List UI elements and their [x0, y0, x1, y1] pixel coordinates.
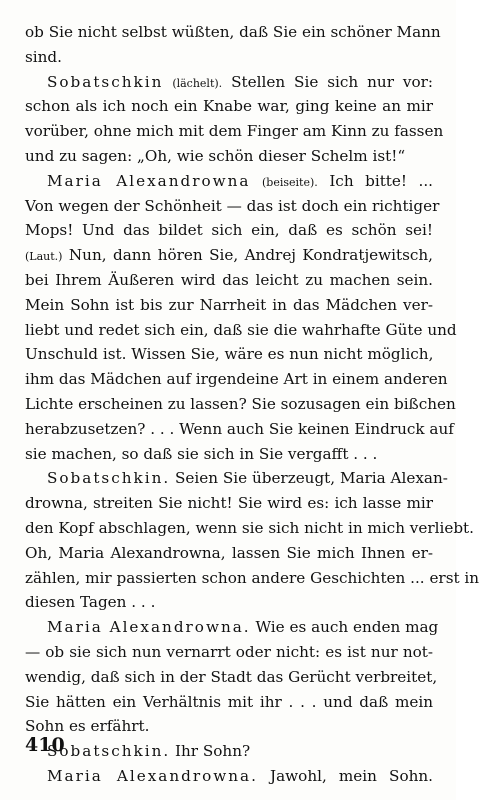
line-text: schon als ich noch ein Knabe war, ging keine an mir [25, 97, 433, 116]
speaker-name: Sobatschkin. [47, 742, 171, 761]
line-text: zählen, mir passierten schon andere Geschichten ... erst in [25, 568, 479, 587]
line-text: Von wegen der Schönheit — das ist doch ein richtiger [25, 196, 440, 215]
line-text: Stellen Sie sich nur vor: [231, 72, 434, 91]
stage-direction: (beiseite). [262, 175, 318, 189]
text-line [25, 417, 454, 442]
line-text: ob Sie nicht selbst wüßten, daß Sie ein schöner Mann [25, 23, 441, 41]
text-line [25, 293, 433, 318]
text-line [25, 516, 474, 541]
line-text: diesen Tagen . . . [25, 593, 156, 612]
line-text: Mops! Und das bildet sich ein, daß es schön sei! [25, 221, 433, 240]
line-text: bei Ihrem Äußeren wird das leicht zu machen sein. [25, 270, 433, 289]
text-line [25, 144, 433, 169]
text-line [25, 119, 444, 144]
line-text: Oh, Maria Alexandrowna, lassen Sie mich Ihnen er- [25, 543, 433, 562]
text-line [25, 218, 433, 243]
line-text: sind. [25, 47, 62, 66]
line-text: Ihr Sohn? [175, 742, 251, 761]
line-text: liebt und redet sich ein, daß sie die wahrhafte Güte und [25, 320, 457, 339]
speaker-name: Maria Alexandrowna [47, 171, 251, 190]
line-text: Sohn es erfährt. [25, 717, 150, 736]
text-line [25, 714, 433, 739]
text-line [25, 491, 433, 516]
text-line [25, 541, 433, 566]
line-text: Ich bitte! ... [329, 171, 434, 190]
text-line [25, 690, 433, 715]
line-text: ihm das Mädchen auf irgendeine Art in einem anderen [25, 370, 448, 389]
text-line [25, 169, 433, 194]
text-line [25, 367, 448, 392]
line-text: sie machen, so daß sie sich in Sie vergafft . . . [25, 444, 378, 463]
stage-direction: (Laut.) [25, 250, 63, 264]
line-text: Jawohl, mein Sohn. [270, 766, 433, 785]
line-text: Sie hätten ein Verhältnis mit ihr . . . und daß mein [25, 692, 433, 711]
text-line [25, 94, 433, 119]
line-text: Lichte erscheinen zu lassen? Sie sozusagen ein bißchen [25, 394, 456, 413]
line-text: Wie es auch enden mag [255, 618, 439, 637]
text-line [25, 70, 433, 95]
stage-direction: (lächelt). [172, 76, 223, 90]
text-line [25, 665, 438, 690]
text-line [25, 243, 433, 268]
line-text: und zu sagen: „Oh, wie schön dieser Schelm ist!“ [25, 146, 406, 165]
line-text: den Kopf abschlagen, wenn sie sich nicht in mich verliebt. [25, 518, 474, 537]
text-line [25, 342, 433, 367]
speaker-name: Maria Alexandrowna. [47, 766, 258, 785]
line-text: herabzusetzen? . . . Wenn auch Sie keinen Eindruck auf [25, 419, 454, 438]
text-line [25, 268, 433, 293]
text-line [25, 45, 433, 70]
text-line [25, 590, 433, 615]
text-line [25, 442, 433, 467]
line-text: Nun, dann hören Sie, Andrej Kondratjewitsch, [68, 246, 434, 265]
text-line [25, 566, 479, 591]
line-text: drowna, streiten Sie nicht! Sie wird es: ich lasse mir [25, 494, 433, 513]
speaker-name: Sobatschkin [47, 72, 164, 91]
line-text: vorüber, ohne mich mit dem Finger am Kinn zu fassen [25, 122, 444, 141]
line-text: wendig, daß sich in der Stadt das Gerücht verbreitet, [25, 667, 438, 686]
line-text: Seien Sie überzeugt, Maria Alexan- [175, 469, 448, 488]
speaker-name: Sobatschkin. [47, 469, 171, 488]
text-line [25, 466, 448, 491]
text-line [25, 739, 433, 764]
line-text: — ob sie sich nun vernarrt oder nicht: es ist nur not- [25, 642, 433, 661]
line-text: Mein Sohn ist bis zur Narrheit in das Mädchen ver- [25, 295, 433, 314]
text-line [25, 640, 433, 665]
text-line [25, 318, 457, 343]
page-number: 410 [25, 734, 65, 756]
line-text: Unschuld ist. Wissen Sie, wäre es nun nicht möglich, [25, 345, 434, 364]
text-line [25, 764, 433, 789]
text-line [25, 392, 456, 417]
text-line [25, 20, 441, 45]
page-text [25, 20, 479, 789]
text-line [25, 615, 439, 640]
text-line [25, 194, 440, 219]
speaker-name: Maria Alexandrowna. [47, 618, 251, 637]
